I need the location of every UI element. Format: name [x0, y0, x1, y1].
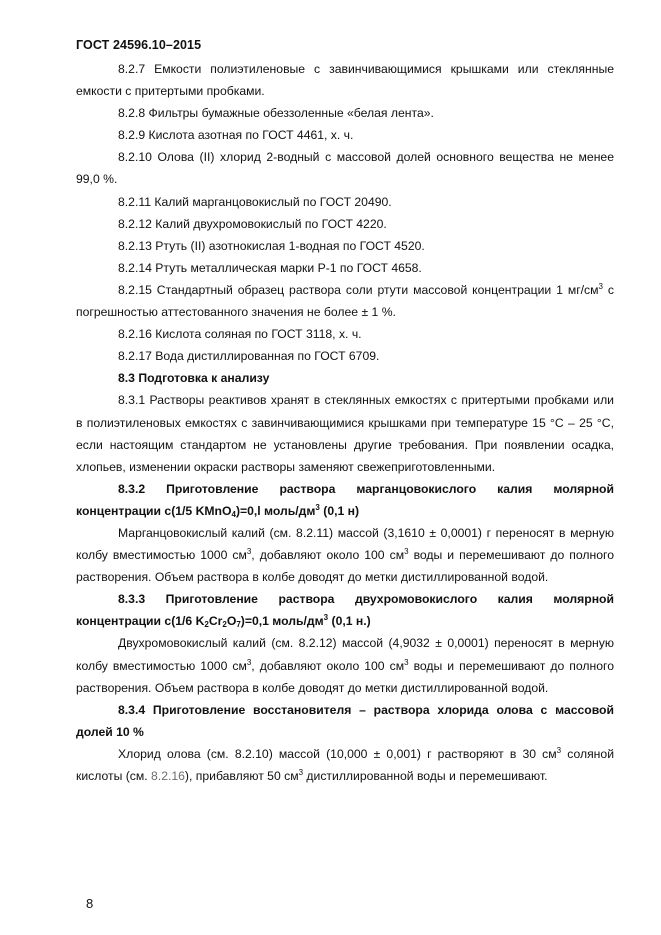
document-body: [76, 58, 614, 787]
para-8-3-3-text-c: воды и перемешивают до полного растворения. Объем раствора в колбе доводят до метки дистиллированной водой.: [76, 658, 614, 695]
para-8-3-4-text-a: Хлорид олова (см. 8.2.10) массой (10,000 ± 0,001) г растворяют в 30 см: [118, 746, 557, 761]
subscript-2: 2: [222, 620, 227, 630]
para-8-3-4: [76, 743, 614, 787]
para-8-3-2-text-c: воды и перемешивают до полного растворения. Объем раствора в колбе доводят до метки дистиллированной водой.: [76, 548, 614, 585]
para-8-2-10: 8.2.10 Олова (II) хлорид 2-водный с массовой долей основного вещества не менее 99,0 %.: [76, 150, 614, 187]
superscript-3: 3: [323, 613, 329, 623]
para-8-2-17: 8.2.17 Вода дистиллированная по ГОСТ 6709.: [118, 349, 380, 364]
para-8-2-8: 8.2.8 Фильтры бумажные обеззоленные «белая лента».: [118, 106, 434, 121]
heading-8-3-3-text-e: (0,1 н.): [328, 614, 371, 629]
para-8-3-3-text-a: Двухромовокислый калий (см. 8.2.12) массой (4,9032 ± 0,0001) переносят в мерную колбу вместимостью 1000 см: [76, 636, 614, 673]
para-8-2-15-text-a: 8.2.15 Стандартный образец раствора соли ртути массовой концентрации 1 мг/см: [118, 282, 599, 297]
document-header: ГОСТ 24596.10–2015: [76, 38, 202, 52]
heading-8-3-3-text-c: O: [226, 614, 237, 629]
heading-8-3-4: 8.3.4 Приготовление восстановителя – раствора хлорида олова с массовой долей 10 %: [76, 702, 614, 739]
subscript-4: 4: [231, 509, 236, 519]
heading-8-3-3-text-a: 8.3.3 Приготовление раствора двухромовокислого калия молярной концентрации с(1/6 K: [76, 592, 614, 629]
para-8-3-4-text-b: соляной кислоты (см.: [76, 746, 614, 783]
superscript-3: 3: [404, 547, 409, 557]
para-8-2-15: [76, 279, 614, 323]
para-8-2-14: 8.2.14 Ртуть металлическая марки Р-1 по ГОСТ 4658.: [118, 260, 422, 275]
superscript-3: 3: [246, 547, 252, 557]
para-8-2-7: 8.2.7 Емкости полиэтиленовые с завинчивающимися крышками или стеклянные емкости с притертыми пробками.: [76, 62, 614, 99]
para-8-2-13: 8.2.13 Ртуть (II) азотнокислая 1-водная по ГОСТ 4520.: [118, 238, 425, 253]
para-8-2-12: 8.2.12 Калий двухромовокислый по ГОСТ 4220.: [118, 216, 387, 231]
superscript-3: 3: [404, 657, 409, 667]
cross-reference-link[interactable]: 8.2.16: [151, 769, 185, 783]
para-8-3-4-text-d: дистиллированной воды и перемешивают.: [303, 769, 548, 783]
superscript-3: 3: [298, 768, 304, 777]
heading-8-3-2-text-a: 8.3.2 Приготовление раствора марганцовокислого калия молярной концентрации с(1/5 KMnO: [76, 481, 614, 518]
para-8-3-2-text-a: Марганцовокислый калий (см. 8.2.11) массой (3,1610 ± 0,0001) г переносят в мерную колбу вместимостью 1000 см: [76, 525, 614, 563]
superscript-3: 3: [598, 281, 603, 291]
subscript-2: 2: [204, 620, 209, 630]
heading-8-3-3: [76, 588, 614, 632]
heading-8-3: 8.3 Подготовка к анализу: [118, 371, 270, 386]
heading-8-3-2: [76, 478, 614, 522]
para-8-3-1: 8.3.1 Растворы реактивов хранят в стеклянных емкостях с притертыми пробками или в полиэтиленовых емкостях с завинчивающимися крышками при температуре 15 °С – 25 °С, если настоящим стандартом не установлены другие требования. При появлении осадка, хлопьев, изменении окраски растворы заменяют свежеприготовленными.: [76, 393, 614, 474]
subscript-7: 7: [236, 620, 241, 630]
para-8-2-16: 8.2.16 Кислота соляная по ГОСТ 3118, х. ч.: [118, 327, 362, 342]
heading-8-3-2-text-b: )=0,l моль/дм: [235, 503, 316, 518]
superscript-3: 3: [315, 502, 320, 512]
para-8-2-9: 8.2.9 Кислота азотная по ГОСТ 4461, х. ч.: [118, 128, 354, 143]
heading-8-3-3-text-b: Cr: [208, 614, 223, 629]
para-8-3-3-text-b: , добавляют около 100 см: [251, 658, 405, 673]
superscript-3: 3: [556, 745, 562, 755]
para-8-3-3: [76, 632, 614, 698]
heading-8-3-2-text-c: (0,1 н): [319, 503, 360, 518]
para-8-2-15-text-b: с погрешностью аттестованного значения не более ± 1 %.: [76, 282, 614, 320]
para-8-3-2-text-b: , добавляют около 100 см: [251, 548, 405, 563]
para-8-3-2: [76, 522, 614, 588]
page-number: 8: [86, 896, 94, 911]
superscript-3: 3: [246, 657, 252, 667]
para-8-2-11: 8.2.11 Калий марганцовокислый по ГОСТ 20490.: [118, 194, 392, 209]
para-8-3-4-text-c: ), прибавляют 50 см: [184, 769, 299, 783]
heading-8-3-3-text-d: )=0,1 моль/дм: [240, 614, 324, 629]
